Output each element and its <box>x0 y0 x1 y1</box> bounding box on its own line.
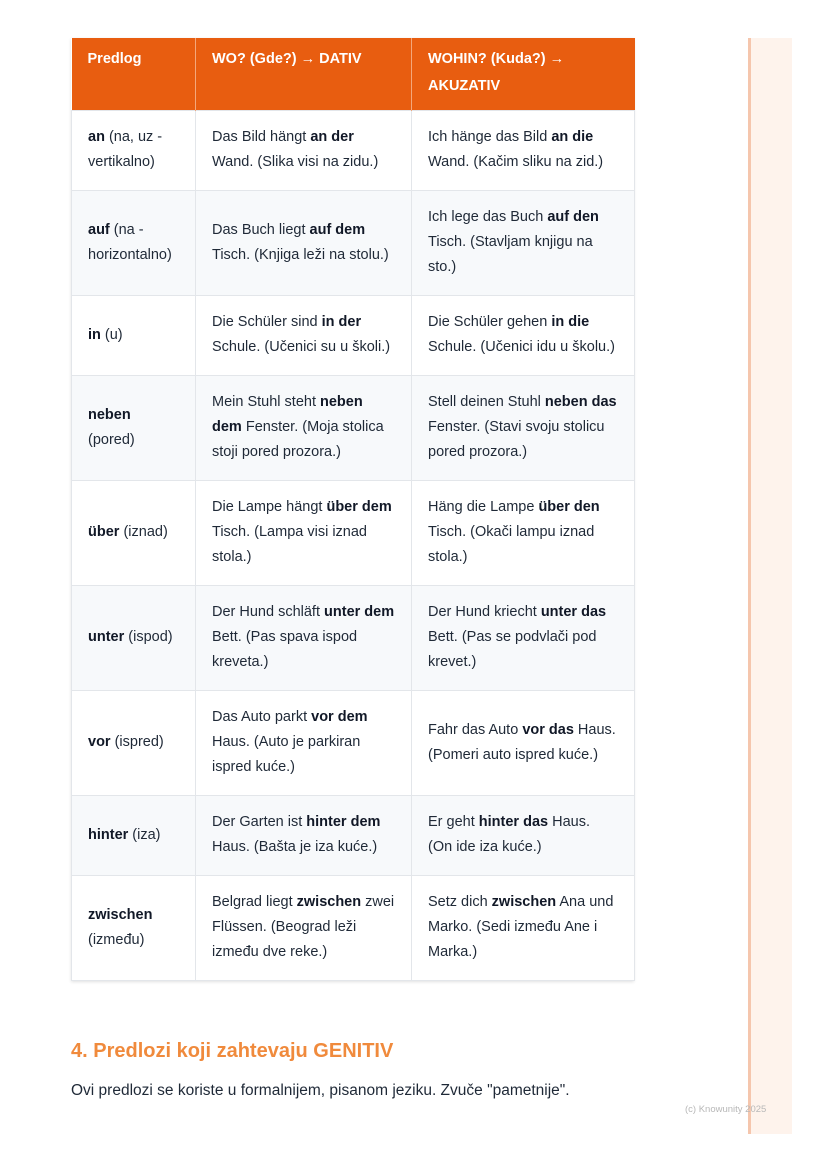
highlight: über dem <box>326 499 392 515</box>
text: Er geht <box>428 814 479 830</box>
text: Das Auto parkt <box>212 709 312 725</box>
highlight: unter dem <box>324 604 395 620</box>
highlight: neben das <box>544 394 617 410</box>
dativ-cell <box>196 191 412 296</box>
preposition-cell <box>72 296 196 376</box>
prepositions-table <box>71 38 634 981</box>
dativ-cell <box>196 481 412 586</box>
header-akuzativ: WOHIN? (Kuda?) → AKUZATIV <box>412 38 635 111</box>
text: Das Buch liegt <box>212 221 310 238</box>
preposition: auf <box>88 221 110 238</box>
akuzativ-cell <box>412 876 635 981</box>
translation: (na, uz - vertikalno) <box>88 129 163 170</box>
highlight: an die <box>551 129 594 145</box>
dativ-cell <box>196 796 412 876</box>
preposition-cell <box>72 191 196 296</box>
highlight: in der <box>321 314 362 330</box>
akuzativ-cell <box>412 191 635 296</box>
highlight: vor dem <box>311 709 368 725</box>
highlight: auf den <box>547 209 599 225</box>
text: Ana und Marko. (Sedi između Ane i Marka.) <box>428 894 614 960</box>
highlight: hinter das <box>478 814 549 830</box>
text: Belgrad liegt <box>212 894 297 910</box>
text: Stell deinen Stuhl <box>428 394 545 410</box>
translation: (ispred) <box>110 734 164 750</box>
preposition: an <box>88 129 105 145</box>
text: Fenster. (Stavi svoju stolicu pored prozora.) <box>428 419 605 460</box>
text: Haus. (On ide iza kuće.) <box>428 814 590 855</box>
text: Haus. (Auto je parkiran ispred kuće.) <box>212 734 361 775</box>
highlight: neben dem <box>212 394 363 435</box>
akuzativ-cell <box>412 111 635 191</box>
table-row <box>72 191 635 296</box>
preposition: hinter <box>88 826 129 843</box>
table-row <box>72 376 635 481</box>
text: Setz dich <box>428 894 492 910</box>
preposition-cell <box>72 481 196 586</box>
highlight: hinter dem <box>306 814 381 830</box>
highlight: vor das <box>522 721 574 738</box>
preposition-cell <box>72 376 196 481</box>
preposition: über <box>88 524 120 540</box>
dativ-cell <box>196 876 412 981</box>
translation: (ispod) <box>124 629 173 645</box>
text: Mein Stuhl steht <box>212 394 320 410</box>
translation: (na - horizontalno) <box>88 221 172 263</box>
header-predlog: Predlog <box>72 38 196 111</box>
table-row <box>72 691 635 796</box>
preposition: zwischen <box>88 906 153 923</box>
text: Haus. (Bašta je iza kuće.) <box>212 839 378 855</box>
highlight: über den <box>538 499 600 515</box>
text: Tisch. (Knjiga leži na stolu.) <box>212 246 389 263</box>
highlight: an der <box>310 129 354 145</box>
text: Der Garten ist <box>212 814 307 830</box>
akuzativ-cell <box>412 481 635 586</box>
text: Ich lege das Buch <box>428 209 548 225</box>
dativ-cell <box>196 586 412 691</box>
preposition: neben <box>88 406 131 423</box>
text: Tisch. (Lampa visi iznad stola.) <box>212 524 367 565</box>
table-row <box>72 111 635 191</box>
highlight: in die <box>551 314 590 330</box>
text: Haus. (Pomeri auto ispred kuće.) <box>428 721 616 763</box>
akuzativ-cell <box>412 376 635 481</box>
preposition-cell <box>72 691 196 796</box>
translation: (u) <box>100 326 123 343</box>
text: Die Schüler sind <box>212 314 322 330</box>
table-row <box>72 296 635 376</box>
highlight: auf dem <box>309 221 366 238</box>
text: Wand. (Kačim sliku na zid.) <box>428 154 604 170</box>
section-text: Ovi predlozi se koriste u formalnijem, pisanom jeziku. Zvuče "pametnije". <box>71 1082 570 1099</box>
text: Bett. (Pas spava ispod kreveta.) <box>212 629 358 670</box>
text: Die Schüler gehen <box>428 314 552 330</box>
highlight: zwischen <box>491 894 557 910</box>
table-row <box>72 796 635 876</box>
preposition: unter <box>88 629 125 645</box>
preposition: in <box>88 326 101 343</box>
akuzativ-cell <box>412 796 635 876</box>
preposition-cell <box>72 876 196 981</box>
table-row <box>72 586 635 691</box>
dativ-cell <box>196 296 412 376</box>
dativ-cell <box>196 376 412 481</box>
table-row <box>72 876 635 981</box>
preposition-cell <box>72 586 196 691</box>
text: Wand. (Slika visi na zidu.) <box>212 154 379 170</box>
text: Fenster. (Moja stolica stoji pored prozora.) <box>212 419 384 460</box>
text: Häng die Lampe <box>428 499 539 515</box>
text: Schule. (Učenici idu u školu.) <box>428 339 615 355</box>
side-decoration-strip <box>748 38 792 1134</box>
text: Schule. (Učenici su u školi.) <box>212 339 391 355</box>
text: Der Hund kriecht <box>428 604 541 620</box>
translation: (iza) <box>128 826 161 843</box>
translation: (između) <box>88 931 145 948</box>
text: Ich hänge das Bild <box>428 129 552 145</box>
copyright-footer: (c) Knowunity 2025 <box>685 1104 767 1115</box>
akuzativ-cell <box>412 586 635 691</box>
section-title: 4. Predlozi koji zahtevaju GENITIV <box>71 1040 394 1062</box>
text: Die Lampe hängt <box>212 499 327 515</box>
akuzativ-cell <box>412 691 635 796</box>
preposition: vor <box>88 734 111 750</box>
preposition-cell <box>72 111 196 191</box>
akuzativ-cell <box>412 296 635 376</box>
text: Der Hund schläft <box>212 604 325 620</box>
table-header-row <box>72 38 635 111</box>
translation: (pored) <box>88 431 135 448</box>
text: Das Bild hängt <box>212 129 311 145</box>
header-dativ: WO? (Gde?) → DATIV <box>196 38 412 111</box>
preposition-cell <box>72 796 196 876</box>
translation: (iznad) <box>119 524 168 540</box>
text: zwei Flüssen. (Beograd leži između dve reke.) <box>212 894 395 960</box>
dativ-cell <box>196 111 412 191</box>
text: Bett. (Pas se podvlači pod krevet.) <box>428 629 597 670</box>
dativ-cell <box>196 691 412 796</box>
text: Tisch. (Stavljam knjigu na sto.) <box>428 234 593 275</box>
table-row <box>72 481 635 586</box>
highlight: unter das <box>540 604 607 620</box>
text: Tisch. (Okači lampu iznad stola.) <box>428 524 595 565</box>
highlight: zwischen <box>296 894 362 910</box>
text: Fahr das Auto <box>428 721 523 738</box>
